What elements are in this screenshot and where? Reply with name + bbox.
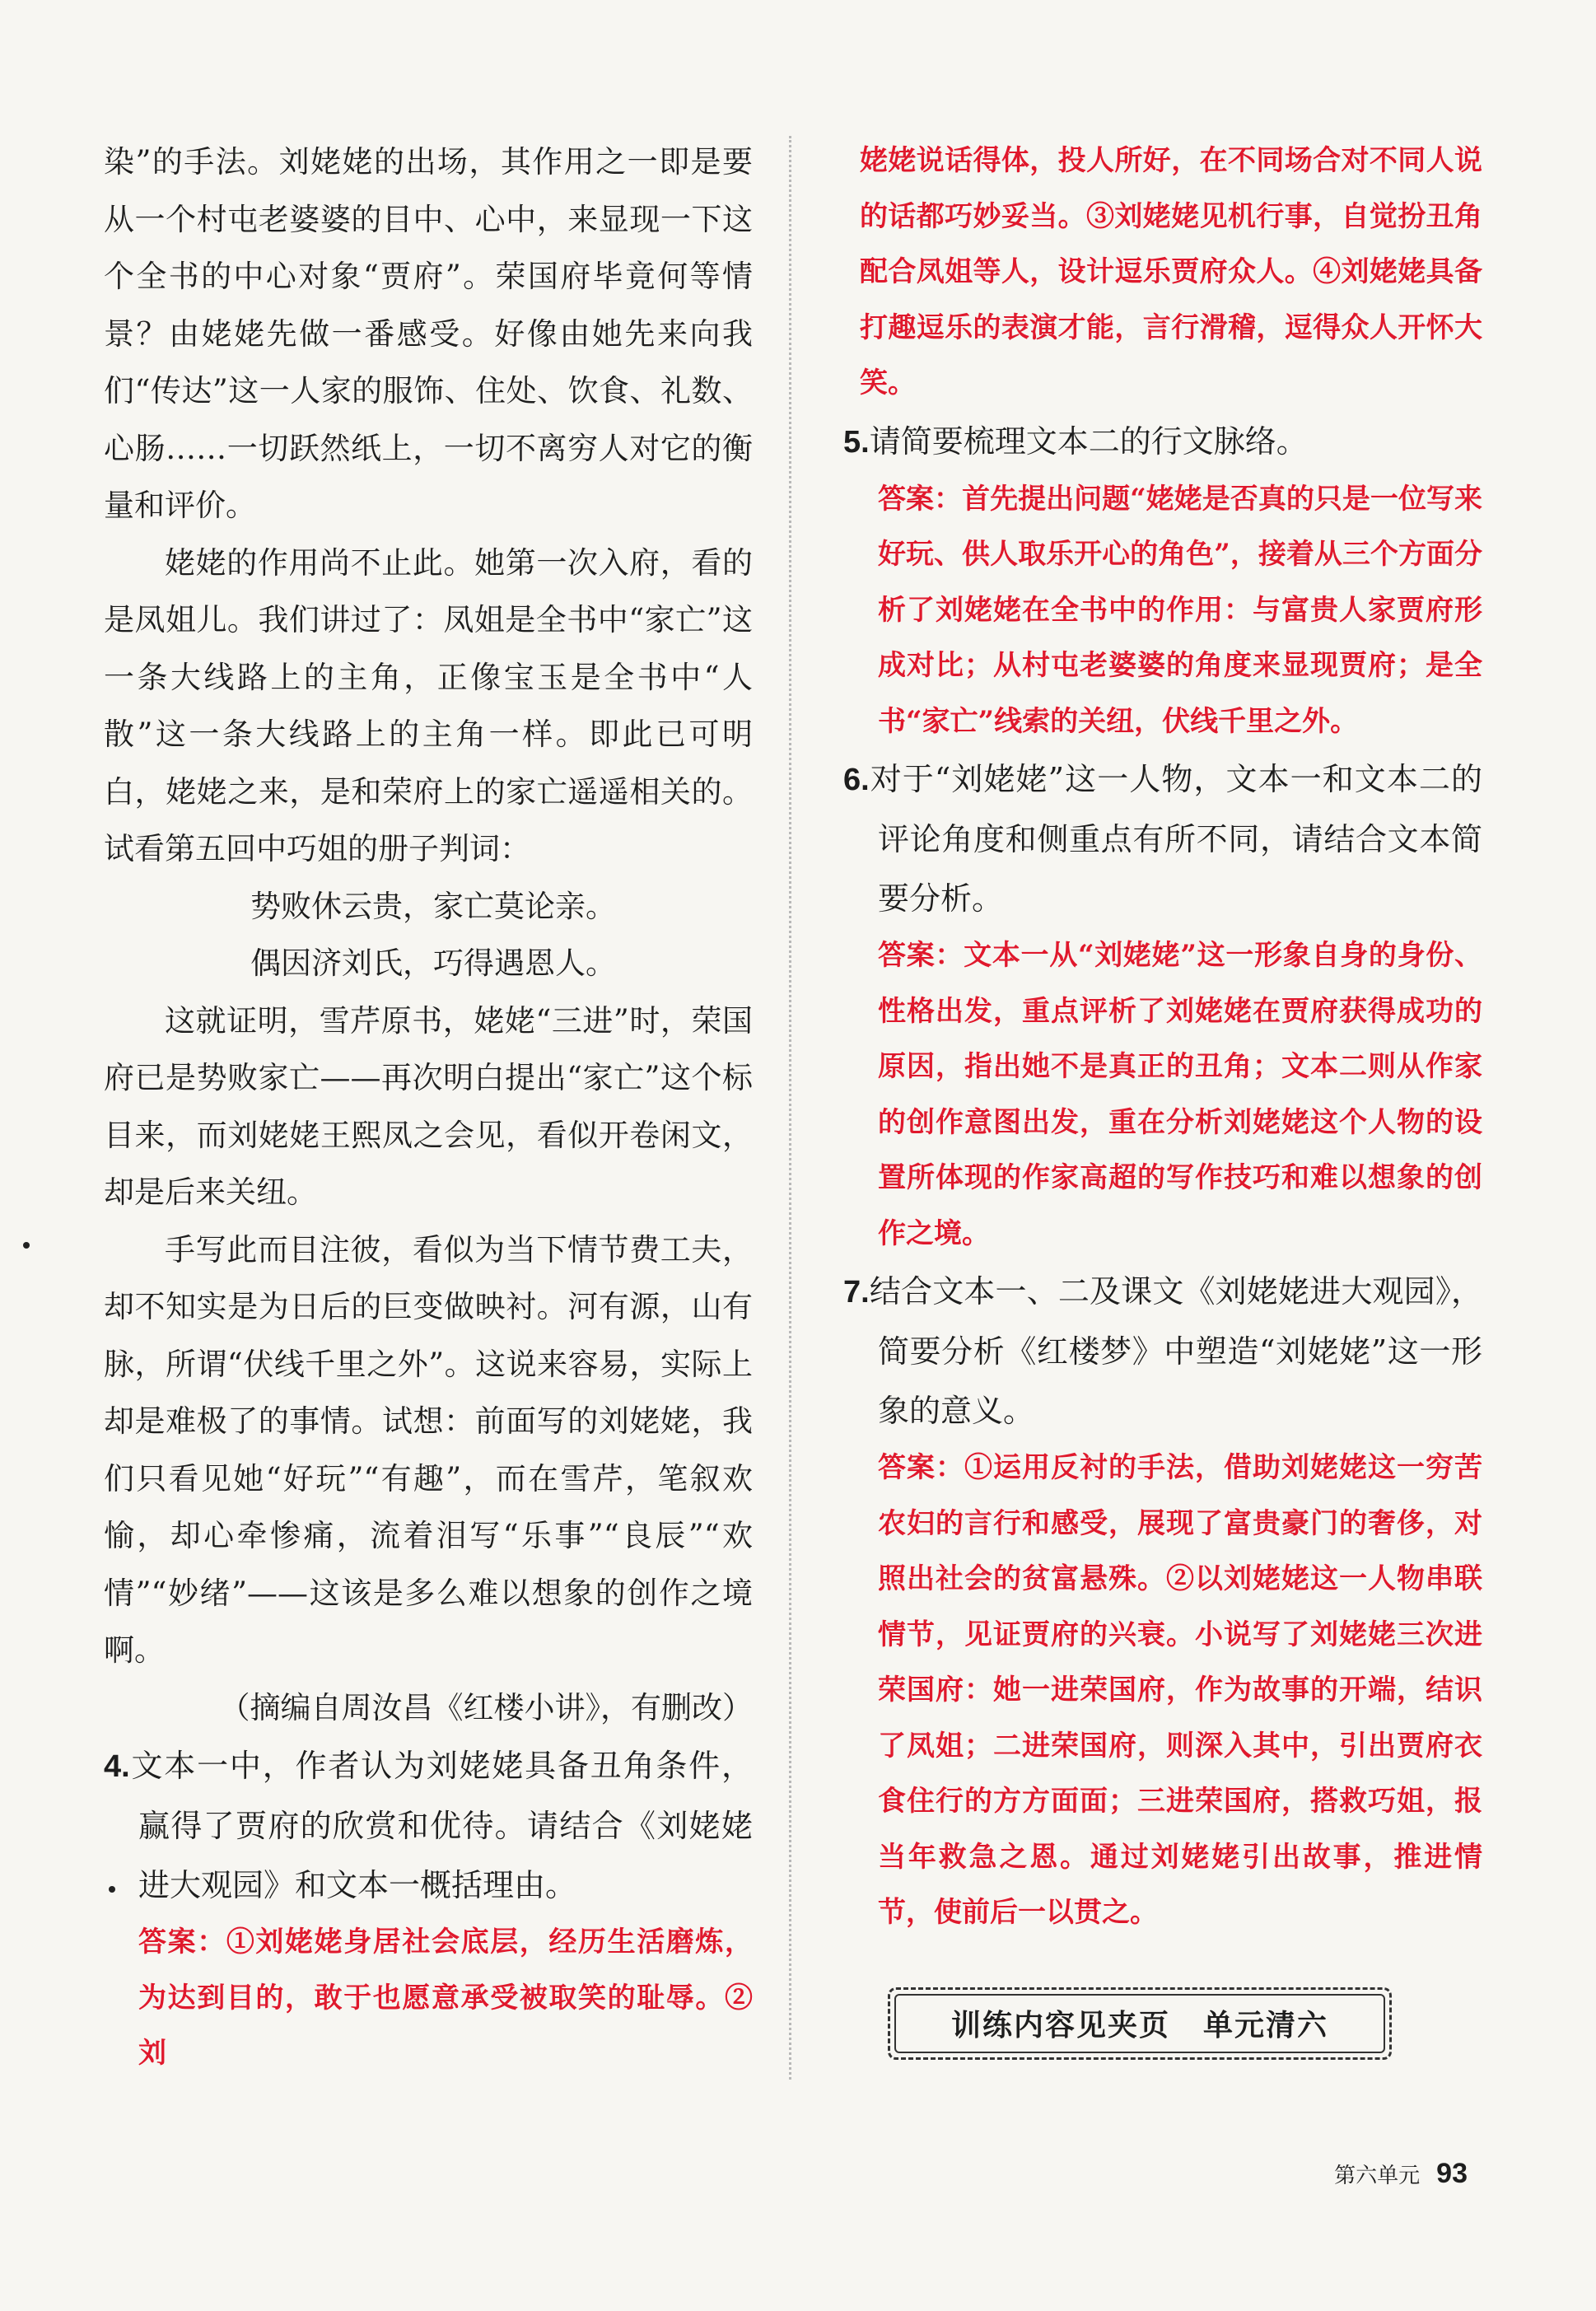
unit-label: 第六单元	[1334, 2163, 1421, 2187]
question-number: 6.	[843, 763, 870, 797]
question-6	[843, 749, 1482, 928]
training-reference-stamp	[888, 1987, 1392, 2060]
question-5	[843, 412, 1482, 472]
passage-source: （摘编自周汝昌《红楼小讲》，有删改）	[219, 1689, 753, 1725]
answer-label: 答案：	[878, 1452, 964, 1483]
question-text: 文本一中，作者认为刘姥姥具备丑角条件，赢得了贾府的欣赏和优待。请结合《刘姥姥进大观园》和文本一概括理由。	[129, 1748, 753, 1903]
question-number: 5.	[843, 424, 870, 460]
answer-6	[843, 928, 1482, 1262]
left-column	[104, 133, 753, 2082]
question-7	[843, 1262, 1482, 1440]
poem-line-1: 势败休云贵，家亡莫论亲。	[250, 888, 616, 924]
answer-7	[843, 1440, 1482, 1941]
margin-dot	[109, 1886, 115, 1893]
question-number: 4.	[104, 1749, 130, 1784]
answer-text: 文本一从“刘姥姥”这一形象自身的身份、性格出发，重点评析了刘姥姥在贾府获得成功的原因，指出她不是真正的丑角；文本二则从作家的创作意图出发，重在分析刘姥姥这个人物的设置所体现的作家高超的写作技巧和难以想象的创作之境。	[878, 939, 1482, 1250]
passage-paragraph-1: 染”的手法。刘姥姥的出场，其作用之一即是要从一个村屯老婆婆的目中、心中，来显现一下这个全书的中心对象“贾府”。荣国府毕竟何等情景？由姥姥先做一番感受。好像由她先来向我们“传达”这一人家的服饰、住处、饮食、礼数、心肠……一切跃然纸上，一切不离穷人对它的衡量和评价。	[104, 144, 753, 523]
stamp-text-training: 训练内容见夹页	[950, 2008, 1170, 2043]
answer-text: ①运用反衬的手法，借助刘姥姥这一穷苦农妇的言行和感受，展现了富贵豪门的奢侈，对照出社会的贫富悬殊。②以刘姥姥这一人物串联情节，见证贾府的兴衰。小说写了刘姥姥三次进荣国府：她一进荣国府，作为故事的开端，结识了凤姐；二进荣国府，则深入其中，引出贾府衣食住行的方方面面；三进荣国府，搭救巧姐，报当年救急之恩。通过刘姥姥引出故事，推进情节，使前后一以贯之。	[878, 1451, 1482, 1929]
column-divider	[789, 136, 791, 2080]
passage-paragraph-3: 这就证明，雪芹原书，姥姥“三进”时，荣国府已是势败家亡——再次明白提出“家亡”这个标目来，而刘姥姥王熙凤之会见，看似开卷闲文，却是后来关纽。	[104, 1002, 753, 1210]
page-number: 93	[1436, 2158, 1468, 2189]
answer-text: 首先提出问题“姥姥是否真的只是一位写来好玩、供人取乐开心的角色”，接着从三个方面分析了刘姥姥在全书中的作用：与富贵人家贾府形成对比；从村屯老婆婆的角度来显现贾府；是全书“家亡”线索的关纽，伏线千里之外。	[878, 482, 1482, 738]
poem-line-2: 偶因济刘氏，巧得遇恩人。	[250, 945, 616, 981]
question-text: 请简要梳理文本二的行文脉络。	[869, 423, 1308, 460]
answer-4	[104, 1915, 753, 2082]
passage-paragraph-2: 姥姥的作用尚不止此。她第一次入府，看的是凤姐儿。我们讲过了：凤姐是全书中“家亡”这一条大线路上的主角，正像宝玉是全书中“人散”这一条大线路上的主角一样。即此已可明白，姥姥之来，是和荣府上的家亡遥遥相关的。试看第五回中巧姐的册子判词：	[104, 544, 753, 866]
question-number: 7.	[843, 1275, 870, 1310]
question-text: 对于“刘姥姥”这一人物，文本一和文本二的评论角度和侧重点有所不同，请结合文本简要分析。	[869, 761, 1482, 917]
answer-label: 答案：	[138, 1926, 226, 1958]
answer-label: 答案：	[878, 483, 963, 515]
stamp-text-unit: 单元清六	[1203, 2008, 1329, 2043]
question-4	[104, 1736, 753, 1915]
question-text: 结合文本一、二及课文《刘姥姥进大观园》，简要分析《红楼梦》中塑造“刘姥姥”这一形象的意义。	[869, 1273, 1482, 1429]
answer-5	[843, 472, 1482, 750]
answer-label: 答案：	[878, 940, 964, 971]
passage-paragraph-4: 手写此而目注彼，看似为当下情节费工夫，却不知实是为日后的巨变做映衬。河有源，山有脉，所谓“伏线千里之外”。这说来容易，实际上却是难极了的事情。试想：前面写的刘姥姥，我们只看见她“好玩”“有趣”，而在雪芹，笔叙欢愉，却心牵惨痛，流着泪写“乐事”“良辰”“欢情”“妙绪”——这该是多么难以想象的创作之境啊。	[104, 1231, 753, 1668]
right-column	[843, 133, 1482, 2060]
margin-dot	[23, 1242, 30, 1249]
page-footer	[1334, 2158, 1468, 2190]
answer-4-continued: 姥姥说话得体，投人所好，在不同场合对不同人说的话都巧妙妥当。③刘姥姥见机行事，自觉扮丑角配合凤姐等人，设计逗乐贾府众人。④刘姥姥具备打趣逗乐的表演才能，言行滑稽，逗得众人开怀大笑。	[860, 144, 1482, 399]
answer-text: ①刘姥姥身居社会底层，经历生活磨炼，为达到目的，敢于也愿意承受被取笑的耻辱。②刘	[138, 1926, 754, 2070]
